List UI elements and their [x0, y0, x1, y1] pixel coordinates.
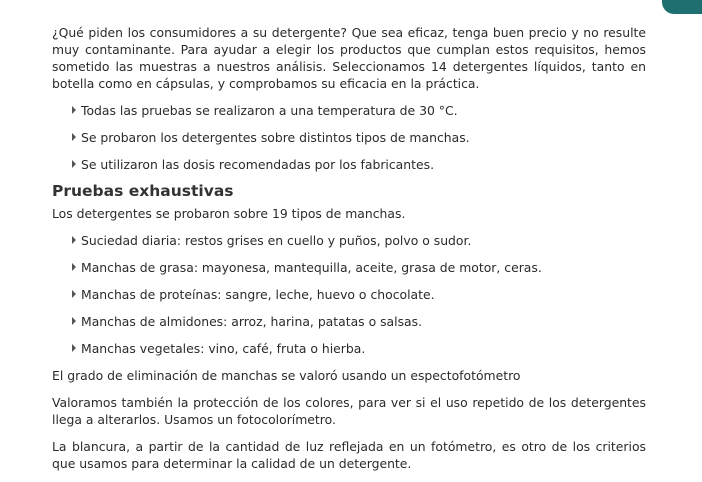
stain-removal-paragraph: El grado de eliminación de manchas se valoró usando un espectofotómetro [52, 368, 521, 383]
triangle-bullet-icon [72, 317, 76, 325]
triangle-bullet-icon [72, 263, 76, 271]
triangle-bullet-icon [72, 290, 76, 298]
list-item: Suciedad diaria: restos grises en cuello y puños, polvo o sudor. [72, 232, 646, 249]
whiteness-paragraph: La blancura, a partir de la cantidad de luz reflejada en un fotómetro, es otro de los criterios que usamos para determinar la calidad de un detergente. [52, 439, 646, 471]
stain-types-list [52, 232, 646, 357]
list-item: Manchas de almidones: arroz, harina, patatas o salsas. [72, 313, 646, 330]
list-item: Manchas de grasa: mayonesa, mantequilla, aceite, grasa de motor, ceras. [72, 259, 646, 276]
list-item: Se utilizaron las dosis recomendadas por los fabricantes. [72, 156, 646, 173]
list-item: Se probaron los detergentes sobre distintos tipos de manchas. [72, 129, 646, 146]
list-item: Manchas vegetales: vino, café, fruta o hierba. [72, 340, 646, 357]
test-conditions-list [52, 102, 646, 173]
color-protection-paragraph: Valoramos también la protección de los colores, para ver si el uso repetido de los detergentes llega a alterarlos. Usamos un fotocolorímetro. [52, 395, 646, 427]
triangle-bullet-icon [72, 106, 76, 114]
triangle-bullet-icon [72, 236, 76, 244]
triangle-bullet-icon [72, 133, 76, 141]
section-heading: Pruebas exhaustivas [52, 182, 234, 200]
corner-tab [662, 0, 702, 14]
list-item: Todas las pruebas se realizaron a una temperatura de 30 °C. [72, 102, 646, 119]
list-item: Manchas de proteínas: sangre, leche, huevo o chocolate. [72, 286, 646, 303]
section-intro: Los detergentes se probaron sobre 19 tipos de manchas. [52, 206, 406, 221]
triangle-bullet-icon [72, 160, 76, 168]
triangle-bullet-icon [72, 344, 76, 352]
intro-paragraph: ¿Qué piden los consumidores a su detergente? Que sea eficaz, tenga buen precio y no resulte muy contaminante. Para ayudar a elegir los productos que cumplan estos requisitos, hemos sometido las muestras a nuestros análisis. Seleccionamos 14 detergentes líquidos, tanto en botella como en cápsulas, y comprobamos su eficacia en la práctica. [52, 25, 646, 91]
article-content [52, 24, 646, 482]
